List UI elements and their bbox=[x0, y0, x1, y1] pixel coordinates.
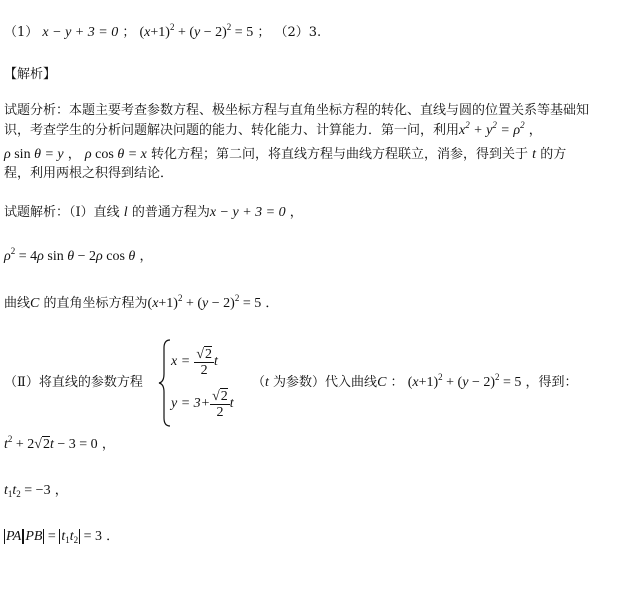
identity-equation: $x^2 + y^2 = \rho^2$ bbox=[459, 120, 525, 138]
param-t: t bbox=[214, 354, 218, 369]
product-equation: $t_1t_2 = -3$ bbox=[4, 483, 51, 499]
polar-sin-identity: ρ bbox=[4, 147, 11, 162]
colon: ： bbox=[390, 375, 404, 390]
analysis-header: 【解析】 bbox=[4, 67, 57, 82]
var-t-2: t bbox=[265, 375, 269, 390]
analysis-line-2-text: 识，考查学生的分析问题解决问题的能力、转化能力、计算能力．第一问，利用 bbox=[4, 123, 460, 138]
fraction-sqrt2-over-2: $\frac{√2}{2}$ bbox=[196, 346, 212, 378]
answer-line-equation: x − y + 3 = 0 bbox=[42, 25, 119, 40]
var-l: l bbox=[123, 205, 128, 220]
part2-curve-equation: $(x+1)^2 + (y - 2)^2 = 5$ bbox=[407, 372, 522, 390]
answer-circle-equation: $(x+1)^2 + (y - 2)^2 = 5$ bbox=[139, 22, 254, 40]
curve-text: 曲线 bbox=[4, 296, 31, 311]
param-t-b: t bbox=[229, 396, 234, 411]
part2-text: 为参数）代入曲线 bbox=[273, 375, 378, 390]
left-brace-icon bbox=[158, 338, 172, 428]
line-normal-equation: x − y + 3 = 0 bbox=[209, 205, 286, 220]
var-C: C bbox=[30, 296, 40, 311]
analysis-line-4: 程，利用两根之积得到结论． bbox=[4, 166, 174, 181]
parametric-system bbox=[171, 341, 234, 425]
comma-5: ， bbox=[101, 437, 115, 452]
analysis-line-1: 试题分析：本题主要考查参数方程、极坐标方程与直角坐标方程的转化、直线与圆的位置关系等基础知 bbox=[4, 103, 590, 118]
sqrt-value: 2 bbox=[205, 346, 212, 362]
param-y-row bbox=[171, 383, 234, 425]
polar-equation-line bbox=[4, 248, 152, 266]
polar-equation: $\rho^2 = 4\rho$ sin θ − 2ρ cos θ bbox=[4, 246, 136, 264]
param-y-lhs: y = 3+ bbox=[171, 396, 211, 411]
paren-open: （ bbox=[252, 375, 266, 390]
comma-6: ， bbox=[54, 483, 68, 498]
part2-rest bbox=[252, 374, 578, 392]
param-x-row bbox=[171, 341, 234, 383]
solution-label: 试题解析：（Ⅰ）直线 bbox=[4, 205, 120, 220]
product-line bbox=[4, 482, 68, 500]
fraction-sqrt2-over-2-b: $\frac{√2}{2}$ bbox=[212, 388, 228, 420]
final-line bbox=[4, 528, 119, 546]
part2-lead: （Ⅱ）将直线的参数方程 bbox=[4, 375, 143, 390]
theta-y: θ = y bbox=[34, 147, 64, 162]
solution-text-a: 的普通方程为 bbox=[131, 205, 210, 220]
curve-cartesian-equation: $(x+1)^2 + (y - 2)^2 = 5$ bbox=[147, 293, 262, 311]
analysis-line-3-text: 转化方程；第二问，将直线方程与曲线方程联立，消参，得到关于 bbox=[151, 147, 529, 162]
answer-separator-2: ； bbox=[257, 25, 271, 40]
comma-2: ， bbox=[67, 147, 81, 162]
quadratic-equation: $t^2 + 2√2t - 3 = 0$ bbox=[4, 434, 98, 452]
param-x-lhs: x = bbox=[171, 354, 191, 369]
answer-part1-label: （1） bbox=[4, 25, 39, 40]
comma-3: ， bbox=[289, 205, 303, 220]
answer-line bbox=[4, 24, 321, 42]
comma: ， bbox=[528, 123, 542, 138]
solution-line-1 bbox=[4, 204, 303, 222]
answer-part2: （2）3. bbox=[274, 25, 322, 40]
part2-end: ，得到： bbox=[525, 375, 578, 390]
quadratic-line bbox=[4, 436, 115, 454]
var-C-2: C bbox=[377, 375, 387, 390]
period-2: ． bbox=[106, 529, 120, 544]
var-t: t bbox=[532, 147, 537, 162]
analysis-line-3-end: 的方 bbox=[540, 147, 567, 162]
answer-separator: ； bbox=[122, 25, 136, 40]
period: ． bbox=[265, 296, 279, 311]
fraction-denominator: 2 bbox=[200, 362, 208, 378]
theta-x: θ = x bbox=[117, 147, 147, 162]
curve-text-2: 的直角坐标方程为 bbox=[43, 296, 148, 311]
cos-text: cos bbox=[91, 147, 118, 162]
curve-line bbox=[4, 295, 278, 313]
analysis-line-2 bbox=[4, 122, 542, 140]
sin-text: sin bbox=[10, 147, 35, 162]
analysis-line-3 bbox=[4, 146, 566, 164]
final-equation: PA PB = $t_1t_2 = 3$ bbox=[6, 529, 103, 545]
polar-cos-identity: ρ bbox=[84, 147, 92, 162]
comma-4: ， bbox=[139, 249, 153, 264]
